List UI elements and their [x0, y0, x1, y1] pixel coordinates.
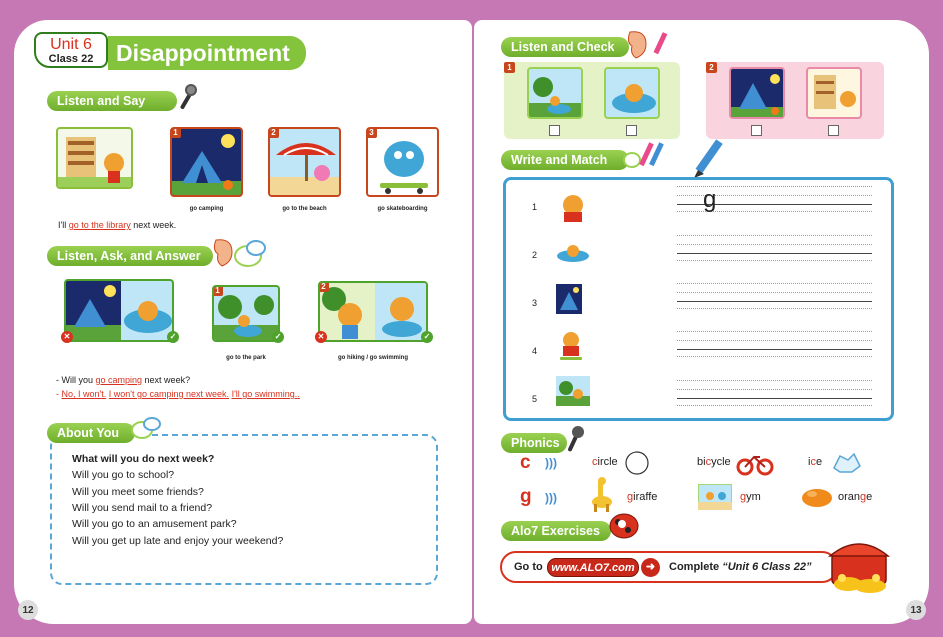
- complete-text: [669, 561, 811, 573]
- phonics-highlight: c: [810, 456, 816, 468]
- listen-ask-answer-heading: Listen, Ask, and Answer: [47, 246, 213, 266]
- writing-lines[interactable]: [677, 235, 872, 261]
- check-option-library: [806, 67, 862, 119]
- about-you-question: What will you do next week?: [72, 453, 215, 465]
- phonics-rest: iraffe: [633, 491, 658, 503]
- writing-lines[interactable]: [677, 331, 872, 357]
- reply-sentence: [56, 389, 300, 399]
- group-number: 1: [504, 62, 515, 73]
- caption-go-camping: go camping: [189, 206, 224, 212]
- unit-label: Unit 6: [50, 36, 92, 53]
- library-scene-icon: [58, 129, 133, 189]
- item-number: 1: [170, 127, 181, 138]
- hiking-swimming-scene-icon: [320, 283, 428, 342]
- reply-dash: -: [56, 389, 62, 399]
- cross-icon: ✕: [61, 331, 73, 343]
- beach-picture: [268, 127, 341, 197]
- phonics-rest: i: [808, 456, 811, 468]
- phonics-highlight: g: [860, 491, 867, 503]
- sound-icon[interactable]: ))): [545, 491, 557, 505]
- phonics-word-bicycle: [697, 456, 731, 468]
- check-option-park: [527, 67, 583, 119]
- answer-checkbox[interactable]: [549, 125, 560, 136]
- sentence-part: - Will you: [56, 375, 96, 385]
- about-you-line: Will you get up late and enjoy your weekend?: [72, 535, 284, 547]
- park-scene-icon: [214, 287, 280, 342]
- phonics-rest: oran: [838, 491, 861, 503]
- treasure-chest-icon: [824, 532, 896, 594]
- ice-icon: [830, 450, 864, 476]
- camping-scene-icon: [172, 129, 243, 197]
- park-thumbnail-icon: [556, 376, 590, 406]
- about-you-line: Will you go to an amusement park?: [72, 518, 237, 530]
- answer-checkbox[interactable]: [626, 125, 637, 136]
- check-icon: ✓: [421, 331, 433, 343]
- question-picture: [64, 279, 174, 342]
- swimming-scene-icon: [606, 69, 660, 119]
- check-icon: ✓: [167, 331, 179, 343]
- phonics-rest: e: [815, 456, 823, 468]
- ladybug-icon: [604, 510, 642, 540]
- phonics-word-circle: [592, 456, 618, 468]
- row-number: 2: [532, 250, 538, 260]
- skateboard-scene-icon: [368, 129, 439, 197]
- item-number: 2: [268, 127, 279, 138]
- phonics-rest: ircle: [597, 456, 618, 468]
- page-title: Disappointment: [116, 40, 290, 66]
- phonics-letter-c: c: [520, 452, 531, 473]
- phonics-rest: e: [866, 491, 873, 503]
- circle-icon: [624, 450, 650, 476]
- microphone-icon: [174, 82, 198, 112]
- pencil-icon: [688, 138, 728, 182]
- phonics-rest: ym: [746, 491, 761, 503]
- phonics-highlight: g: [740, 491, 747, 503]
- phonics-highlight: c: [592, 456, 598, 468]
- camping-thumbnail-icon: [556, 284, 582, 314]
- item-number: 2: [318, 281, 329, 292]
- goto-label: Go to: [514, 561, 543, 573]
- answer-checkbox[interactable]: [828, 125, 839, 136]
- sentence-part: next week?: [142, 375, 191, 385]
- phonics-rest: ycle: [711, 456, 731, 468]
- ear-speech-icon: [208, 236, 268, 270]
- about-you-line: Will you go to school?: [72, 469, 175, 481]
- answer-checkbox[interactable]: [751, 125, 762, 136]
- ear-pencil-icon: [624, 28, 674, 60]
- library-picture: [56, 127, 133, 189]
- row-number: 5: [532, 394, 538, 404]
- complete-target: “Unit 6 Class 22”: [722, 561, 812, 573]
- sentence-part: next week.: [130, 220, 177, 230]
- listen-and-check-heading: Listen and Check: [501, 37, 629, 57]
- caption-go-to-the-beach: go to the beach: [282, 206, 327, 212]
- complete-label: Complete: [669, 561, 720, 573]
- phonics-word-orange: [838, 491, 872, 503]
- model-sentence: [58, 220, 176, 230]
- bicycle-icon: [736, 450, 774, 476]
- arrow-right-icon[interactable]: ➜: [641, 558, 660, 577]
- check-icon: ✓: [272, 331, 284, 343]
- write-and-match-heading: Write and Match: [501, 150, 629, 170]
- title-bar: [108, 36, 306, 70]
- sound-icon[interactable]: ))): [545, 456, 557, 470]
- writing-lines[interactable]: [677, 380, 872, 406]
- writing-lines[interactable]: [677, 283, 872, 309]
- camping-picture: [170, 127, 243, 197]
- phonics-word-gym: [740, 491, 761, 503]
- sentence-part: I'll: [58, 220, 69, 230]
- sample-letter: g: [703, 186, 717, 213]
- cross-icon: ✕: [315, 331, 327, 343]
- camping-scene-icon: [731, 69, 785, 119]
- phonics-letter-g: g: [520, 486, 532, 507]
- phonics-word-ice: [808, 456, 822, 468]
- exercises-heading: Alo7 Exercises: [501, 521, 611, 541]
- website-link[interactable]: www.ALO7.com: [547, 558, 639, 577]
- park-picture: [212, 285, 280, 342]
- group-number: 2: [706, 62, 717, 73]
- sentence-answer: go to the library: [68, 220, 131, 230]
- reply-dot: .: [297, 389, 300, 399]
- pencils-icon: [618, 140, 670, 174]
- microphone-icon: [562, 424, 588, 454]
- sentence-answer: go camping: [95, 375, 143, 385]
- class-label: Class 22: [48, 53, 94, 65]
- page-number-right: 13: [906, 600, 926, 620]
- about-you-heading: About You: [47, 423, 135, 443]
- hiking-swimming-picture: [318, 281, 428, 342]
- question-sentence: [56, 375, 190, 385]
- beach-scene-icon: [270, 129, 341, 197]
- row-number: 1: [532, 202, 538, 212]
- character-skateboarding-icon: [556, 330, 586, 362]
- item-number: 1: [212, 285, 223, 296]
- library-scene-icon: [808, 69, 862, 119]
- park-scene-icon: [529, 69, 583, 119]
- character-reading-icon: [556, 192, 590, 224]
- row-number: 3: [532, 298, 538, 308]
- check-option-swimming: [604, 67, 660, 119]
- character-swimming-icon: [556, 240, 590, 264]
- reply-answer-2: I won't go camping next week.: [108, 389, 230, 399]
- gym-icon: [698, 484, 732, 510]
- item-number: 3: [366, 127, 377, 138]
- phonics-highlight: c: [705, 456, 712, 468]
- phonics-highlight: g: [627, 491, 634, 503]
- caption-go-to-the-park: go to the park: [226, 355, 266, 361]
- speech-bubbles-icon: [130, 414, 162, 440]
- about-you-line: Will you send mail to a friend?: [72, 502, 213, 514]
- phonics-heading: Phonics: [501, 433, 567, 453]
- orange-icon: [800, 486, 834, 510]
- reply-answer-1: No, I won't.: [61, 389, 107, 399]
- row-number: 4: [532, 346, 538, 356]
- reply-answer-3: I'll go swimming.: [231, 389, 298, 399]
- skateboard-picture: [366, 127, 439, 197]
- caption-go-hiking-go-swimming: go hiking / go swimming: [338, 355, 408, 361]
- page-number-left: 12: [18, 600, 38, 620]
- check-option-camping: [729, 67, 785, 119]
- caption-go-skateboarding: go skateboarding: [377, 206, 428, 212]
- unit-badge: [34, 32, 108, 68]
- about-you-line: Will you meet some friends?: [72, 486, 204, 498]
- goto-box: [500, 551, 838, 583]
- listen-and-say-heading: Listen and Say: [47, 91, 177, 111]
- phonics-rest: bi: [697, 456, 706, 468]
- phonics-word-giraffe: [627, 491, 657, 503]
- giraffe-icon: [588, 476, 616, 512]
- camping-swimming-scene-icon: [66, 281, 174, 342]
